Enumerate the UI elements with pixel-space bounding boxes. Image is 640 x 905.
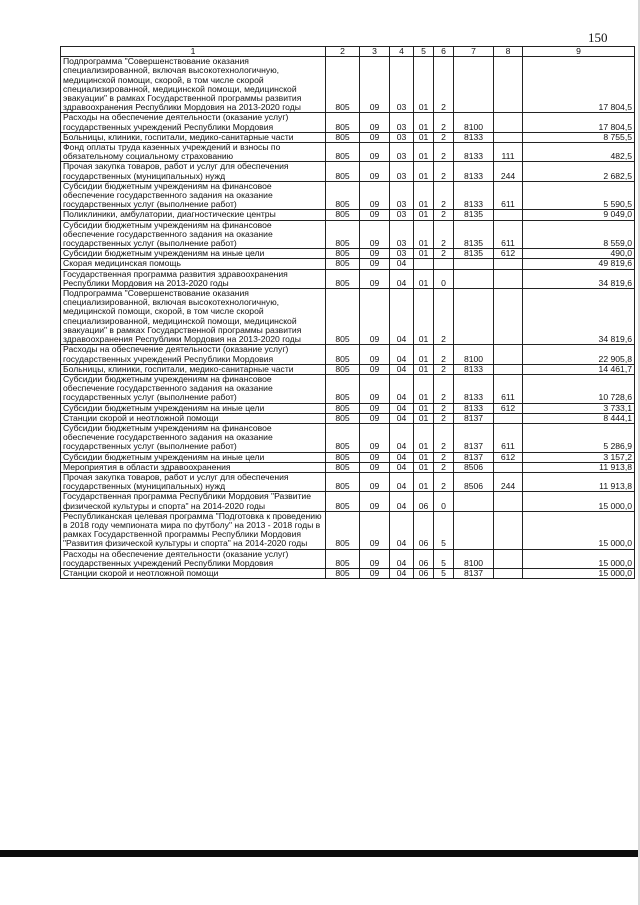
item-name-cell: Поликлиники, амбулатории, диагностические центры: [61, 210, 326, 220]
column-header-8: 8: [494, 47, 523, 57]
section-code-cell: 09: [360, 210, 390, 220]
amount-cell: 14 461,7: [523, 364, 635, 374]
column-header-3: 3: [360, 47, 390, 57]
amount-cell: 10 728,6: [523, 374, 635, 403]
ministry-code-cell: 805: [326, 249, 360, 259]
program-code-cell: 01: [414, 143, 434, 162]
ministry-code-cell: 805: [326, 374, 360, 403]
table-row: [61, 413, 635, 423]
program-code-cell: 01: [414, 181, 434, 210]
subprogram-code-cell: 2: [434, 289, 454, 345]
subsection-code-cell: 03: [390, 210, 414, 220]
item-name-cell: Республиканская целевая программа "Подготовка к проведению в 2018 году чемпионата мира по футболу" на 2013 - 2018 годы в рамках Государственной программы Республики Мордовия "Развития физической культуры и спорта" на 2014-2020 годы: [61, 511, 326, 549]
amount-cell: 9 049,0: [523, 210, 635, 220]
expense-type-code-cell: 611: [494, 181, 523, 210]
expense-type-code-cell: 612: [494, 452, 523, 462]
expense-type-code-cell: 611: [494, 423, 523, 452]
program-code-cell: 01: [414, 57, 434, 113]
section-code-cell: 09: [360, 568, 390, 578]
table-row: [61, 181, 635, 210]
target-item-code-cell: 8133: [454, 403, 494, 413]
subsection-code-cell: 03: [390, 220, 414, 249]
ministry-code-cell: 805: [326, 162, 360, 181]
item-name-cell: Субсидии бюджетным учреждениям на финансовое обеспечение государственного задания на оказание государственных услуг (выполнение работ): [61, 220, 326, 249]
target-item-code-cell: [454, 259, 494, 269]
ministry-code-cell: 805: [326, 568, 360, 578]
program-code-cell: 06: [414, 492, 434, 511]
subprogram-code-cell: 2: [434, 452, 454, 462]
amount-cell: 3 733,1: [523, 403, 635, 413]
amount-cell: 15 000,0: [523, 511, 635, 549]
column-header-5: 5: [414, 47, 434, 57]
target-item-code-cell: [454, 57, 494, 113]
amount-cell: 8 559,0: [523, 220, 635, 249]
expense-type-code-cell: [494, 462, 523, 472]
column-header-6: 6: [434, 47, 454, 57]
column-header-9: 9: [523, 47, 635, 57]
table-header-row: [61, 47, 635, 57]
target-item-code-cell: 8137: [454, 452, 494, 462]
subprogram-code-cell: 2: [434, 423, 454, 452]
subsection-code-cell: 04: [390, 259, 414, 269]
amount-cell: 49 819,6: [523, 259, 635, 269]
column-header-1: 1: [61, 47, 326, 57]
section-code-cell: 09: [360, 345, 390, 364]
program-code-cell: 01: [414, 462, 434, 472]
expense-type-code-cell: 611: [494, 220, 523, 249]
subsection-code-cell: 03: [390, 132, 414, 142]
target-item-code-cell: [454, 492, 494, 511]
subsection-code-cell: 03: [390, 113, 414, 132]
item-name-cell: Субсидии бюджетным учреждениям на иные цели: [61, 452, 326, 462]
table-row: [61, 220, 635, 249]
table-row: [61, 269, 635, 288]
section-code-cell: 09: [360, 374, 390, 403]
target-item-code-cell: 8133: [454, 364, 494, 374]
item-name-cell: Станции скорой и неотложной помощи: [61, 413, 326, 423]
subprogram-code-cell: 0: [434, 492, 454, 511]
program-code-cell: 01: [414, 403, 434, 413]
section-code-cell: 09: [360, 249, 390, 259]
target-item-code-cell: 8137: [454, 423, 494, 452]
ministry-code-cell: 805: [326, 364, 360, 374]
target-item-code-cell: 8135: [454, 249, 494, 259]
subprogram-code-cell: 2: [434, 162, 454, 181]
subsection-code-cell: 04: [390, 413, 414, 423]
table-row: [61, 345, 635, 364]
subsection-code-cell: 03: [390, 57, 414, 113]
subsection-code-cell: 03: [390, 162, 414, 181]
section-code-cell: 09: [360, 220, 390, 249]
item-name-cell: Субсидии бюджетным учреждениям на иные цели: [61, 249, 326, 259]
page-number: 150: [588, 30, 608, 45]
subsection-code-cell: 04: [390, 269, 414, 288]
section-code-cell: 09: [360, 403, 390, 413]
table-row: [61, 143, 635, 162]
expense-type-code-cell: 244: [494, 162, 523, 181]
scan-bottom-border: [0, 850, 640, 857]
section-code-cell: 09: [360, 181, 390, 210]
table-row: [61, 132, 635, 142]
target-item-code-cell: 8100: [454, 113, 494, 132]
section-code-cell: 09: [360, 364, 390, 374]
amount-cell: 490,0: [523, 249, 635, 259]
item-name-cell: Субсидии бюджетным учреждениям на иные цели: [61, 403, 326, 413]
target-item-code-cell: 8506: [454, 462, 494, 472]
expense-type-code-cell: [494, 492, 523, 511]
expense-type-code-cell: [494, 113, 523, 132]
amount-cell: 17 804,5: [523, 113, 635, 132]
amount-cell: 482,5: [523, 143, 635, 162]
subprogram-code-cell: 2: [434, 462, 454, 472]
target-item-code-cell: [454, 269, 494, 288]
subprogram-code-cell: 5: [434, 549, 454, 568]
expense-type-code-cell: [494, 413, 523, 423]
program-code-cell: 01: [414, 249, 434, 259]
subprogram-code-cell: 2: [434, 181, 454, 210]
item-name-cell: Прочая закупка товаров, работ и услуг для обеспечения государственных (муниципальных) нужд: [61, 162, 326, 181]
subprogram-code-cell: 2: [434, 249, 454, 259]
amount-cell: 34 819,6: [523, 269, 635, 288]
target-item-code-cell: 8135: [454, 210, 494, 220]
program-code-cell: 01: [414, 269, 434, 288]
table-row: [61, 289, 635, 345]
ministry-code-cell: 805: [326, 511, 360, 549]
section-code-cell: 09: [360, 132, 390, 142]
target-item-code-cell: [454, 511, 494, 549]
subsection-code-cell: 04: [390, 511, 414, 549]
ministry-code-cell: 805: [326, 113, 360, 132]
expense-type-code-cell: 111: [494, 143, 523, 162]
subsection-code-cell: 04: [390, 492, 414, 511]
expense-type-code-cell: [494, 549, 523, 568]
amount-cell: 2 682,5: [523, 162, 635, 181]
target-item-code-cell: 8100: [454, 345, 494, 364]
expense-type-code-cell: 612: [494, 403, 523, 413]
amount-cell: 3 157,2: [523, 452, 635, 462]
subsection-code-cell: 04: [390, 568, 414, 578]
program-code-cell: 01: [414, 374, 434, 403]
expense-type-code-cell: [494, 568, 523, 578]
subsection-code-cell: 03: [390, 249, 414, 259]
section-code-cell: 09: [360, 113, 390, 132]
item-name-cell: Государственная программа Республики Мордовия "Развитие физической культуры и спорта" на 2014-2020 годы: [61, 492, 326, 511]
item-name-cell: Подпрограмма "Совершенствование оказания специализированной, включая высокотехнологичную, медицинской помощи, скорой, в том числе скорой специализированной, медицинской помощи, медицинской эвакуации" в рамках Государственной программы развития здравоохранения Республики Мордовия на 2013-2020 годы: [61, 57, 326, 113]
column-header-2: 2: [326, 47, 360, 57]
subsection-code-cell: 04: [390, 289, 414, 345]
item-name-cell: Субсидии бюджетным учреждениям на финансовое обеспечение государственного задания на оказание государственных услуг (выполнение работ): [61, 374, 326, 403]
target-item-code-cell: 8133: [454, 132, 494, 142]
table-body: [61, 57, 635, 579]
target-item-code-cell: 8137: [454, 568, 494, 578]
ministry-code-cell: 805: [326, 462, 360, 472]
amount-cell: 34 819,6: [523, 289, 635, 345]
table-row: [61, 364, 635, 374]
expense-type-code-cell: [494, 210, 523, 220]
target-item-code-cell: 8100: [454, 549, 494, 568]
column-header-4: 4: [390, 47, 414, 57]
column-header-7: 7: [454, 47, 494, 57]
target-item-code-cell: 8506: [454, 472, 494, 491]
section-code-cell: 09: [360, 162, 390, 181]
subsection-code-cell: 04: [390, 364, 414, 374]
amount-cell: 15 000,0: [523, 492, 635, 511]
target-item-code-cell: 8133: [454, 181, 494, 210]
item-name-cell: Станции скорой и неотложной помощи: [61, 568, 326, 578]
section-code-cell: 09: [360, 259, 390, 269]
subprogram-code-cell: [434, 259, 454, 269]
target-item-code-cell: [454, 289, 494, 345]
amount-cell: 8 444,1: [523, 413, 635, 423]
program-code-cell: 01: [414, 132, 434, 142]
item-name-cell: Больницы, клиники, госпитали, медико-санитарные части: [61, 132, 326, 142]
section-code-cell: 09: [360, 57, 390, 113]
table-row: [61, 452, 635, 462]
subsection-code-cell: 04: [390, 462, 414, 472]
subprogram-code-cell: 2: [434, 403, 454, 413]
subsection-code-cell: 03: [390, 181, 414, 210]
amount-cell: 11 913,8: [523, 462, 635, 472]
expense-type-code-cell: [494, 364, 523, 374]
subsection-code-cell: 04: [390, 345, 414, 364]
expense-type-code-cell: 244: [494, 472, 523, 491]
ministry-code-cell: 805: [326, 413, 360, 423]
ministry-code-cell: 805: [326, 269, 360, 288]
table-row: [61, 403, 635, 413]
ministry-code-cell: 805: [326, 57, 360, 113]
budget-table: [60, 46, 635, 579]
target-item-code-cell: 8133: [454, 162, 494, 181]
subprogram-code-cell: 2: [434, 132, 454, 142]
expense-type-code-cell: [494, 511, 523, 549]
table-row: [61, 113, 635, 132]
amount-cell: 15 000,0: [523, 549, 635, 568]
expense-type-code-cell: 612: [494, 249, 523, 259]
ministry-code-cell: 805: [326, 181, 360, 210]
program-code-cell: [414, 259, 434, 269]
section-code-cell: 09: [360, 549, 390, 568]
ministry-code-cell: 805: [326, 220, 360, 249]
program-code-cell: 01: [414, 162, 434, 181]
item-name-cell: Скорая медицинская помощь: [61, 259, 326, 269]
subsection-code-cell: 04: [390, 452, 414, 462]
section-code-cell: 09: [360, 472, 390, 491]
program-code-cell: 06: [414, 568, 434, 578]
item-name-cell: Субсидии бюджетным учреждениям на финансовое обеспечение государственного задания на оказание государственных услуг (выполнение работ): [61, 181, 326, 210]
ministry-code-cell: 805: [326, 143, 360, 162]
program-code-cell: 01: [414, 413, 434, 423]
table-row: [61, 568, 635, 578]
ministry-code-cell: 805: [326, 452, 360, 462]
table-row: [61, 249, 635, 259]
program-code-cell: 01: [414, 452, 434, 462]
target-item-code-cell: 8137: [454, 413, 494, 423]
expense-type-code-cell: [494, 132, 523, 142]
item-name-cell: Мероприятия в области здравоохранения: [61, 462, 326, 472]
section-code-cell: 09: [360, 269, 390, 288]
amount-cell: 5 590,5: [523, 181, 635, 210]
table-row: [61, 423, 635, 452]
subprogram-code-cell: 5: [434, 511, 454, 549]
subsection-code-cell: 04: [390, 403, 414, 413]
item-name-cell: Больницы, клиники, госпитали, медико-санитарные части: [61, 364, 326, 374]
program-code-cell: 01: [414, 289, 434, 345]
ministry-code-cell: 805: [326, 132, 360, 142]
table-row: [61, 210, 635, 220]
program-code-cell: 01: [414, 423, 434, 452]
subprogram-code-cell: 2: [434, 113, 454, 132]
table-row: [61, 549, 635, 568]
section-code-cell: 09: [360, 462, 390, 472]
subsection-code-cell: 03: [390, 143, 414, 162]
table-row: [61, 259, 635, 269]
target-item-code-cell: 8135: [454, 220, 494, 249]
subprogram-code-cell: 5: [434, 568, 454, 578]
program-code-cell: 01: [414, 220, 434, 249]
amount-cell: 11 913,8: [523, 472, 635, 491]
amount-cell: 5 286,9: [523, 423, 635, 452]
ministry-code-cell: 805: [326, 472, 360, 491]
program-code-cell: 01: [414, 345, 434, 364]
section-code-cell: 09: [360, 413, 390, 423]
subsection-code-cell: 04: [390, 549, 414, 568]
subsection-code-cell: 04: [390, 472, 414, 491]
item-name-cell: Подпрограмма "Совершенствование оказания специализированной, включая высокотехнологичную, медицинской помощи, скорой, в том числе скорой специализированной, медицинской помощи, медицинской эвакуации" в рамках Государственной программы развития здравоохранения Республики Мордовия на 2013-2020 годы: [61, 289, 326, 345]
table-row: [61, 511, 635, 549]
ministry-code-cell: 805: [326, 423, 360, 452]
ministry-code-cell: 805: [326, 259, 360, 269]
table-row: [61, 57, 635, 113]
subprogram-code-cell: 0: [434, 269, 454, 288]
ministry-code-cell: 805: [326, 549, 360, 568]
subprogram-code-cell: 2: [434, 210, 454, 220]
ministry-code-cell: 805: [326, 345, 360, 364]
ministry-code-cell: 805: [326, 210, 360, 220]
table-row: [61, 374, 635, 403]
item-name-cell: Прочая закупка товаров, работ и услуг для обеспечения государственных (муниципальных) нужд: [61, 472, 326, 491]
section-code-cell: 09: [360, 289, 390, 345]
subprogram-code-cell: 2: [434, 220, 454, 249]
amount-cell: 8 755,5: [523, 132, 635, 142]
expense-type-code-cell: [494, 259, 523, 269]
subprogram-code-cell: 2: [434, 364, 454, 374]
subprogram-code-cell: 2: [434, 472, 454, 491]
ministry-code-cell: 805: [326, 289, 360, 345]
program-code-cell: 01: [414, 472, 434, 491]
item-name-cell: Расходы на обеспечение деятельности (оказание услуг) государственных учреждений Республики Мордовия: [61, 549, 326, 568]
subprogram-code-cell: 2: [434, 345, 454, 364]
table-row: [61, 492, 635, 511]
expense-type-code-cell: [494, 57, 523, 113]
table-row: [61, 162, 635, 181]
subprogram-code-cell: 2: [434, 57, 454, 113]
table-row: [61, 462, 635, 472]
program-code-cell: 01: [414, 210, 434, 220]
subsection-code-cell: 04: [390, 423, 414, 452]
section-code-cell: 09: [360, 452, 390, 462]
expense-type-code-cell: 611: [494, 374, 523, 403]
program-code-cell: 06: [414, 511, 434, 549]
program-code-cell: 01: [414, 364, 434, 374]
item-name-cell: Расходы на обеспечение деятельности (оказание услуг) государственных учреждений Республики Мордовия: [61, 113, 326, 132]
ministry-code-cell: 805: [326, 403, 360, 413]
section-code-cell: 09: [360, 511, 390, 549]
section-code-cell: 09: [360, 492, 390, 511]
amount-cell: 22 905,8: [523, 345, 635, 364]
target-item-code-cell: 8133: [454, 143, 494, 162]
program-code-cell: 01: [414, 113, 434, 132]
table-row: [61, 472, 635, 491]
item-name-cell: Расходы на обеспечение деятельности (оказание услуг) государственных учреждений Республики Мордовия: [61, 345, 326, 364]
item-name-cell: Государственная программа развития здравоохранения Республики Мордовия на 2013-2020 годы: [61, 269, 326, 288]
item-name-cell: Фонд оплаты труда казенных учреждений и взносы по обязательному социальному страхованию: [61, 143, 326, 162]
section-code-cell: 09: [360, 143, 390, 162]
amount-cell: 17 804,5: [523, 57, 635, 113]
subsection-code-cell: 04: [390, 374, 414, 403]
subprogram-code-cell: 2: [434, 143, 454, 162]
item-name-cell: Субсидии бюджетным учреждениям на финансовое обеспечение государственного задания на оказание государственных услуг (выполнение работ): [61, 423, 326, 452]
ministry-code-cell: 805: [326, 492, 360, 511]
amount-cell: 15 000,0: [523, 568, 635, 578]
subprogram-code-cell: 2: [434, 413, 454, 423]
section-code-cell: 09: [360, 423, 390, 452]
expense-type-code-cell: [494, 269, 523, 288]
expense-type-code-cell: [494, 345, 523, 364]
target-item-code-cell: 8133: [454, 374, 494, 403]
subprogram-code-cell: 2: [434, 374, 454, 403]
program-code-cell: 06: [414, 549, 434, 568]
expense-type-code-cell: [494, 289, 523, 345]
